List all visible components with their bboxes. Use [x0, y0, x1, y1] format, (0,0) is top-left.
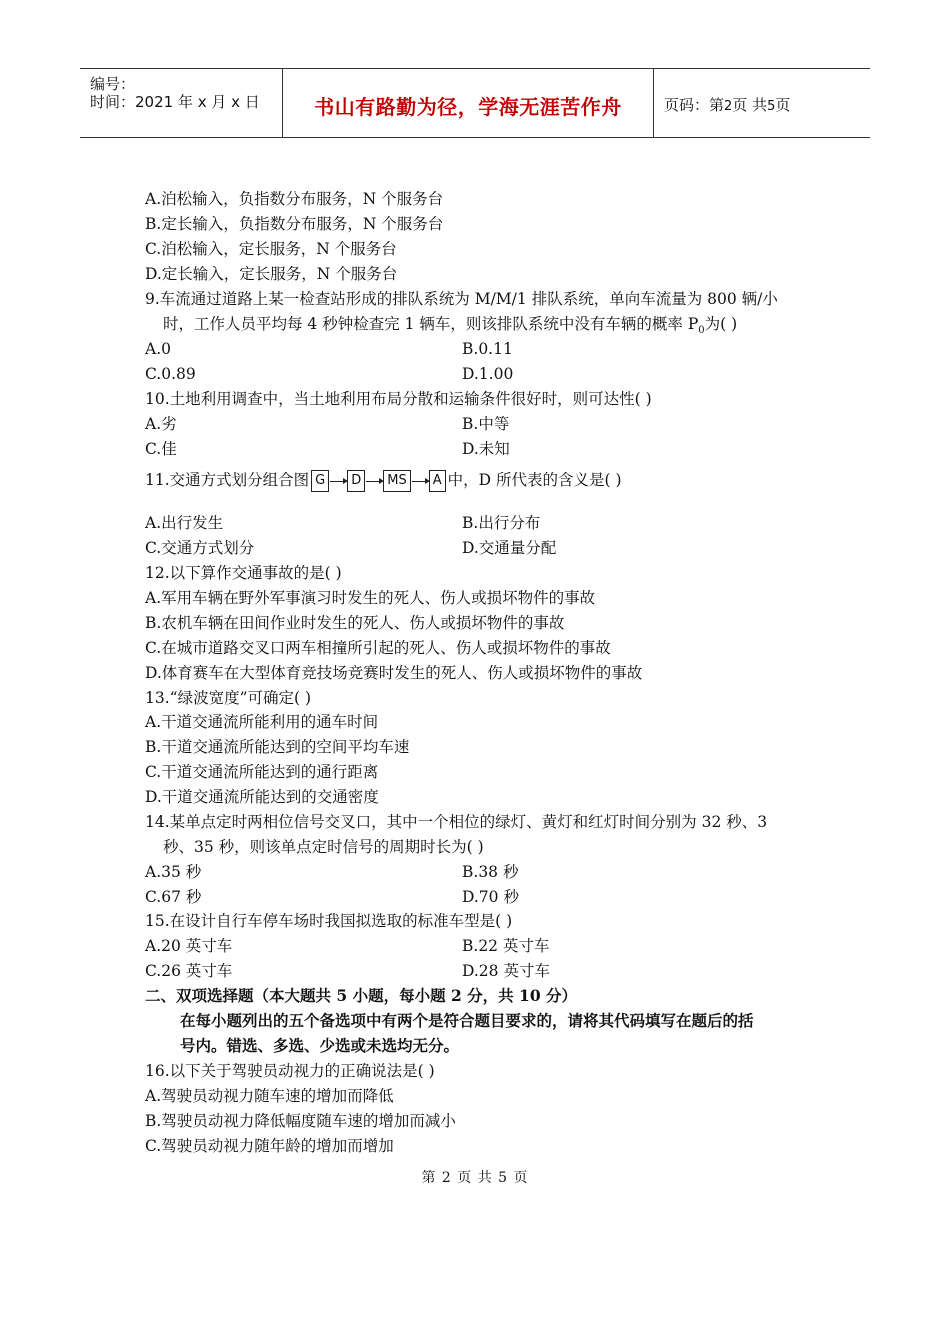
q13-option-b: B.干道交通流所能达到的空间平均车速 [145, 738, 410, 756]
q8-option-d: D.定长输入，定长服务，N 个服务台 [145, 265, 398, 283]
section-2-instructions-line1: 在每小题列出的五个备选项中有两个是符合题目要求的，请将其代码填写在题后的括 [180, 1011, 754, 1030]
q9-stem-bracket: 为( ) [704, 315, 738, 333]
q16-option-b: B.驾驶员动视力降低幅度随车速的增加而减小 [145, 1112, 456, 1130]
q15-option-b: B.22 英寸车 [462, 937, 550, 955]
q15-option-d: D.28 英寸车 [462, 962, 550, 980]
q12-option-c: C.在城市道路交叉口两车相撞所引起的死人、伤人或损坏物件的事故 [145, 639, 611, 657]
q13-stem: 13.“绿波宽度”可确定( ) [145, 689, 312, 707]
q9-option-c: C.0.89 [145, 365, 196, 383]
page-footer: 第 2 页 共 5 页 [421, 1170, 529, 1186]
q11-option-c: C.交通方式划分 [145, 539, 255, 557]
q16-stem: 16.以下关于驾驶员动视力的正确说法是( ) [145, 1062, 435, 1080]
q13-option-c: C.干道交通流所能达到的通行距离 [145, 763, 379, 781]
q14-stem-line2: 秒、35 秒，则该单点定时信号的周期时长为( ) [163, 838, 484, 856]
diagram-box-g: G [311, 470, 329, 492]
arrow-right-icon [330, 481, 346, 482]
header-page-cell [654, 69, 870, 137]
q12-option-a: A.军用车辆在野外军事演习时发生的死人、伤人或损坏物件的事故 [145, 589, 596, 607]
header-page-indicator [664, 94, 790, 115]
q8-option-b: B.定长输入，负指数分布服务，N 个服务台 [145, 215, 444, 233]
q14-option-d: D.70 秒 [462, 888, 519, 906]
q12-option-d: D.体育赛车在大型体育竞技场竞赛时发生的死人、伤人或损坏物件的事故 [145, 664, 643, 682]
q10-option-d: D.未知 [462, 440, 510, 458]
q12-option-b: B.农机车辆在田间作业时发生的死人、伤人或损坏物件的事故 [145, 614, 565, 632]
q10-option-c: C.佳 [145, 440, 177, 458]
page-header [80, 68, 870, 138]
q15-stem: 15.在设计自行车停车场时我国拟选取的标准车型是( ) [145, 912, 513, 930]
q16-option-c: C.驾驶员动视力随年龄的增加而增加 [145, 1137, 394, 1155]
q10-option-b: B.中等 [462, 415, 510, 433]
q14-option-c: C.67 秒 [145, 888, 202, 906]
header-motto-cell [283, 69, 654, 137]
q11-option-d: D.交通量分配 [462, 539, 557, 557]
q11-stem-post: 中，D 所代表的含义是( ) [447, 471, 622, 489]
page-label-prefix: 页码：第 [664, 96, 725, 114]
q9-stem-line1: 9.车流通过道路上某一检查站形成的排队系统为 M/M/1 排队系统，单向车流量为 800 辆/小 [145, 290, 778, 308]
q11-stem-pre: 11.交通方式划分组合图 [145, 471, 310, 489]
q9-option-d: D.1.00 [462, 365, 514, 383]
section-2-instructions-line2: 号内。错选、多选、少选或未选均无分。 [180, 1036, 460, 1055]
page-number: 2 [724, 99, 733, 114]
document-date-label: 时间：2021 年 x 月 x 日 [90, 93, 260, 111]
q10-stem: 10.土地利用调查中，当土地利用布局分散和运输条件很好时，则可达性( ) [145, 390, 652, 408]
q13-option-a: A.干道交通流所能利用的通车时间 [145, 713, 379, 731]
header-info-cell [80, 69, 283, 137]
arrow-right-icon [366, 481, 382, 482]
page-total: 5 [767, 99, 776, 114]
q9-stem-text: 时，工作人员平均每 4 秒钟检查完 1 辆车，则该排队系统中没有车辆的概率 P [163, 315, 699, 333]
q8-option-a: A.泊松输入，负指数分布服务，N 个服务台 [145, 190, 444, 208]
q9-stem-line2 [163, 314, 737, 341]
q16-option-a: A.驾驶员动视力随车速的增加而降低 [145, 1087, 394, 1105]
q8-option-c: C.泊松输入，定长服务，N 个服务台 [145, 240, 397, 258]
q12-stem: 12.以下算作交通事故的是( ) [145, 564, 342, 582]
q9-option-b: B.0.11 [462, 340, 513, 358]
diagram-box-ms: MS [383, 470, 410, 492]
q13-option-d: D.干道交通流所能达到的交通密度 [145, 788, 379, 806]
q11-option-b: B.出行分布 [462, 514, 541, 532]
q15-option-c: C.26 英寸车 [145, 962, 233, 980]
q11-stem [145, 470, 622, 492]
q9-subscript: 0 [698, 325, 705, 337]
mode-split-diagram [311, 470, 445, 492]
q11-option-a: A.出行发生 [145, 514, 224, 532]
q15-option-a: A.20 英寸车 [145, 937, 233, 955]
page-label-mid: 页 共 [732, 96, 768, 114]
diagram-box-a: A [429, 470, 446, 492]
header-motto: 书山有路勤为径，学海无涯苦作舟 [314, 95, 622, 119]
diagram-box-d: D [347, 470, 365, 492]
section-2-heading: 二、双项选择题（本大题共 5 小题，每小题 2 分，共 10 分） [145, 986, 578, 1005]
q10-option-a: A.劣 [145, 415, 177, 433]
q14-option-a: A.35 秒 [145, 863, 202, 881]
q14-stem-line1: 14.某单点定时两相位信号交叉口，其中一个相位的绿灯、黄灯和红灯时间分别为 32 秒、3 [145, 813, 768, 831]
q9-option-a: A.0 [145, 340, 171, 358]
q14-option-b: B.38 秒 [462, 863, 519, 881]
document-number-label: 编号： [90, 75, 136, 93]
page-label-end: 页 [775, 96, 791, 114]
arrow-right-icon [412, 481, 428, 482]
